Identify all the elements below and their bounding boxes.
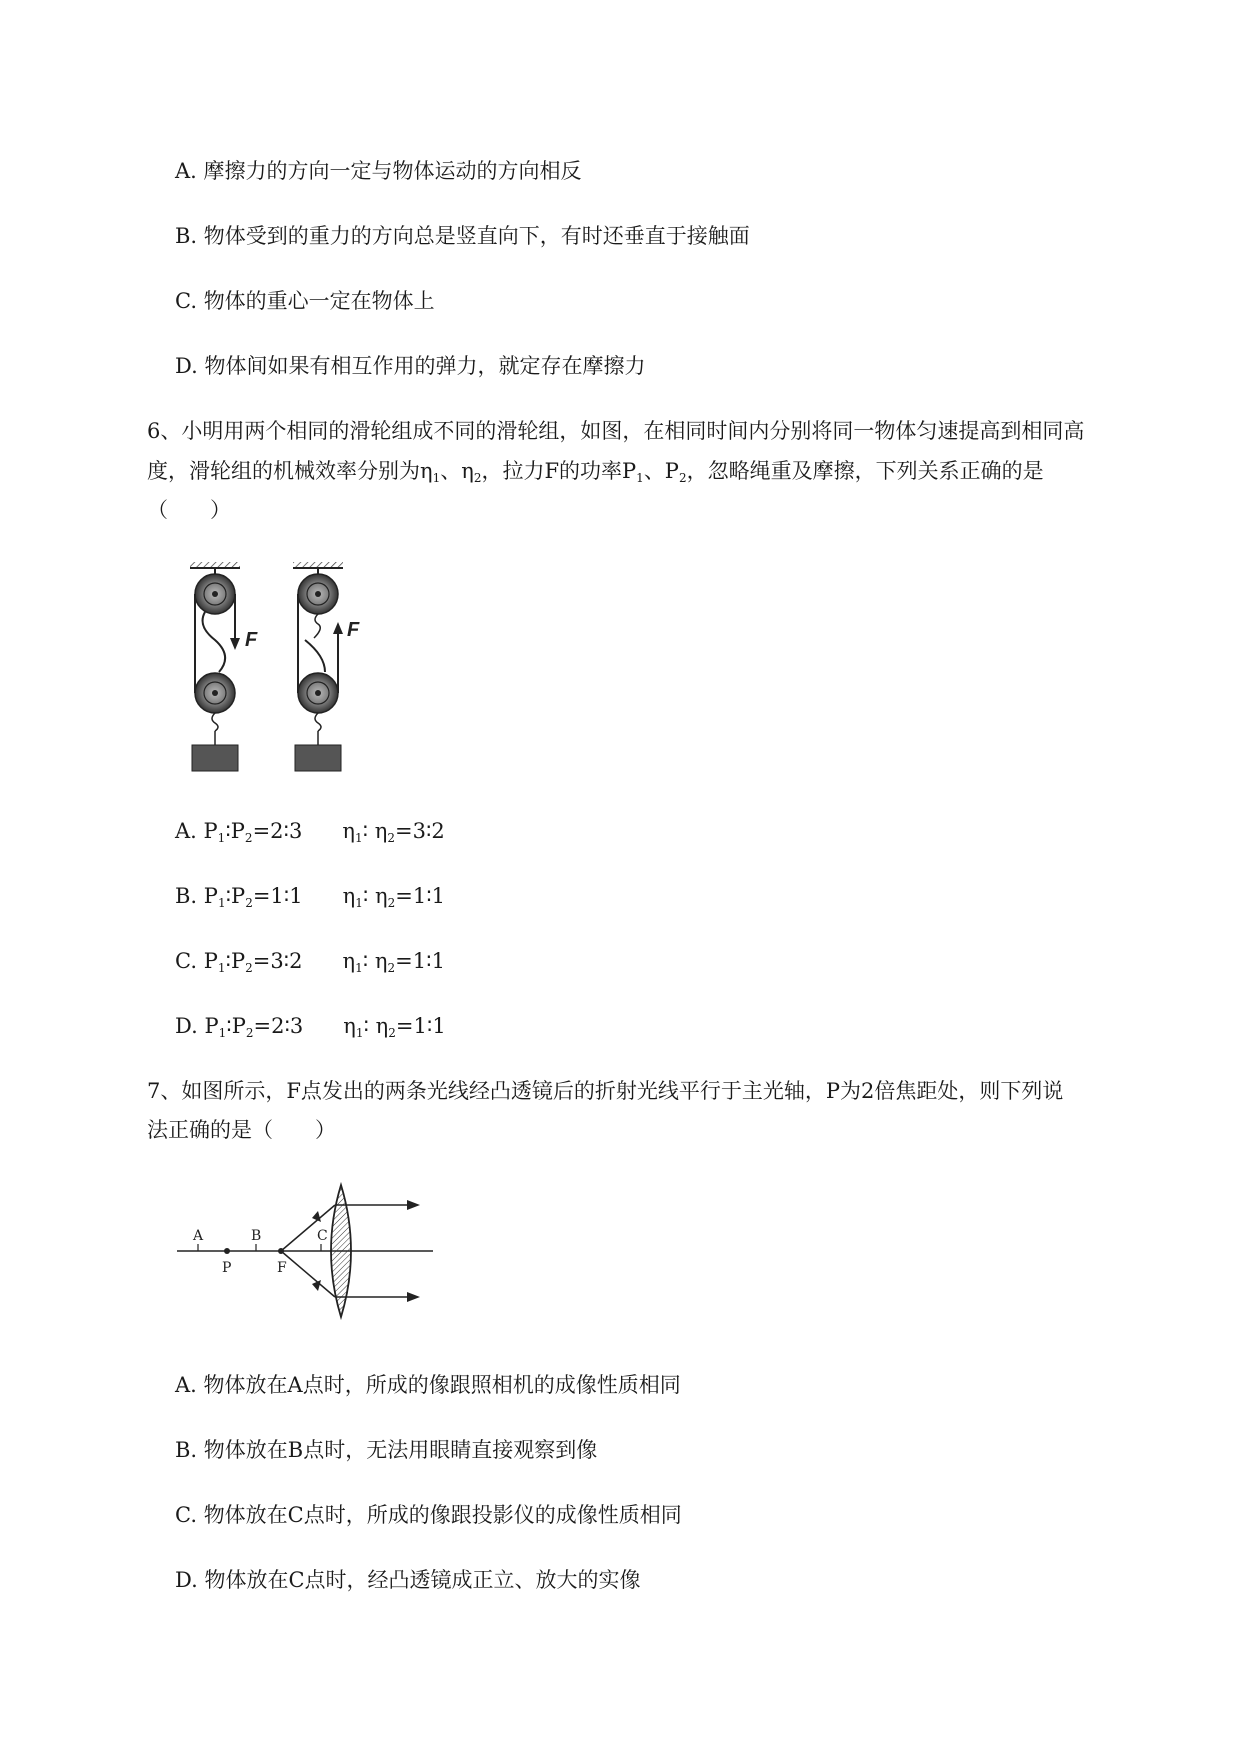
q5-option-d: D. 物体间如果有相互作用的弹力，就定存在摩擦力 xyxy=(175,354,646,378)
force-label-left: F xyxy=(245,629,258,651)
label-c: C xyxy=(317,1228,328,1244)
q7-option-b: B. 物体放在B点时，无法用眼睛直接观察到像 xyxy=(175,1438,598,1462)
q7-stem-line2: 法正确的是（ ） xyxy=(147,1118,336,1142)
label-f: F xyxy=(277,1260,287,1276)
label-p: P xyxy=(222,1260,232,1276)
label-b: B xyxy=(251,1228,262,1244)
q6-stem-line1: 6、小明用两个相同的滑轮组成不同的滑轮组，如图，在相同时间内分别将同一物体匀速提高到相同高 xyxy=(147,419,1085,443)
force-label-right: F xyxy=(347,619,360,641)
q5-option-b: B. 物体受到的重力的方向总是竖直向下，有时还垂直于接触面 xyxy=(175,224,750,248)
q6-option-b: B. $P_1∶P_2=1∶1$ $\eta_1∶$ $\eta_2=1∶1$ xyxy=(175,884,446,910)
q6-stem-line3: （ ） xyxy=(147,498,231,522)
point-p xyxy=(224,1248,230,1254)
q6-stem-line2: 度，滑轮组的机械效率分别为$\eta_1$、$\eta_2$，拉力F的功率$P_1$、$P_2$，忽略绳重及摩擦，下列关系正确的是 xyxy=(147,459,1044,485)
q7-option-c: C. 物体放在C点时，所成的像跟投影仪的成像性质相同 xyxy=(175,1503,682,1527)
q7-option-d: D. 物体放在C点时，经凸透镜成正立、放大的实像 xyxy=(175,1568,641,1592)
pulley-figure xyxy=(175,560,385,775)
q5-option-c: C. 物体的重心一定在物体上 xyxy=(175,289,435,313)
pulley-system-right xyxy=(293,562,360,771)
q6-option-d: D. $P_1∶P_2=2∶3$ $\eta_1∶$ $\eta_2=1∶1$ xyxy=(175,1014,446,1040)
q7-option-a: A. 物体放在A点时，所成的像跟照相机的成像性质相同 xyxy=(175,1373,681,1397)
q7-stem-line1: 7、如图所示，F点发出的两条光线经凸透镜后的折射光线平行于主光轴，P为2倍焦距处，则下列说 xyxy=(147,1079,1064,1103)
q6-option-a: A. $P_1∶P_2=2∶3$ $\eta_1∶$ $\eta_2=3∶2$ xyxy=(175,819,445,845)
lens-figure xyxy=(175,1180,440,1340)
pulley-system-left xyxy=(190,562,258,771)
q6-option-c: C. $P_1∶P_2=3∶2$ $\eta_1∶$ $\eta_2=1∶1$ xyxy=(175,949,445,975)
q5-option-a: A. 摩擦力的方向一定与物体运动的方向相反 xyxy=(175,159,582,183)
label-a: A xyxy=(193,1228,204,1244)
